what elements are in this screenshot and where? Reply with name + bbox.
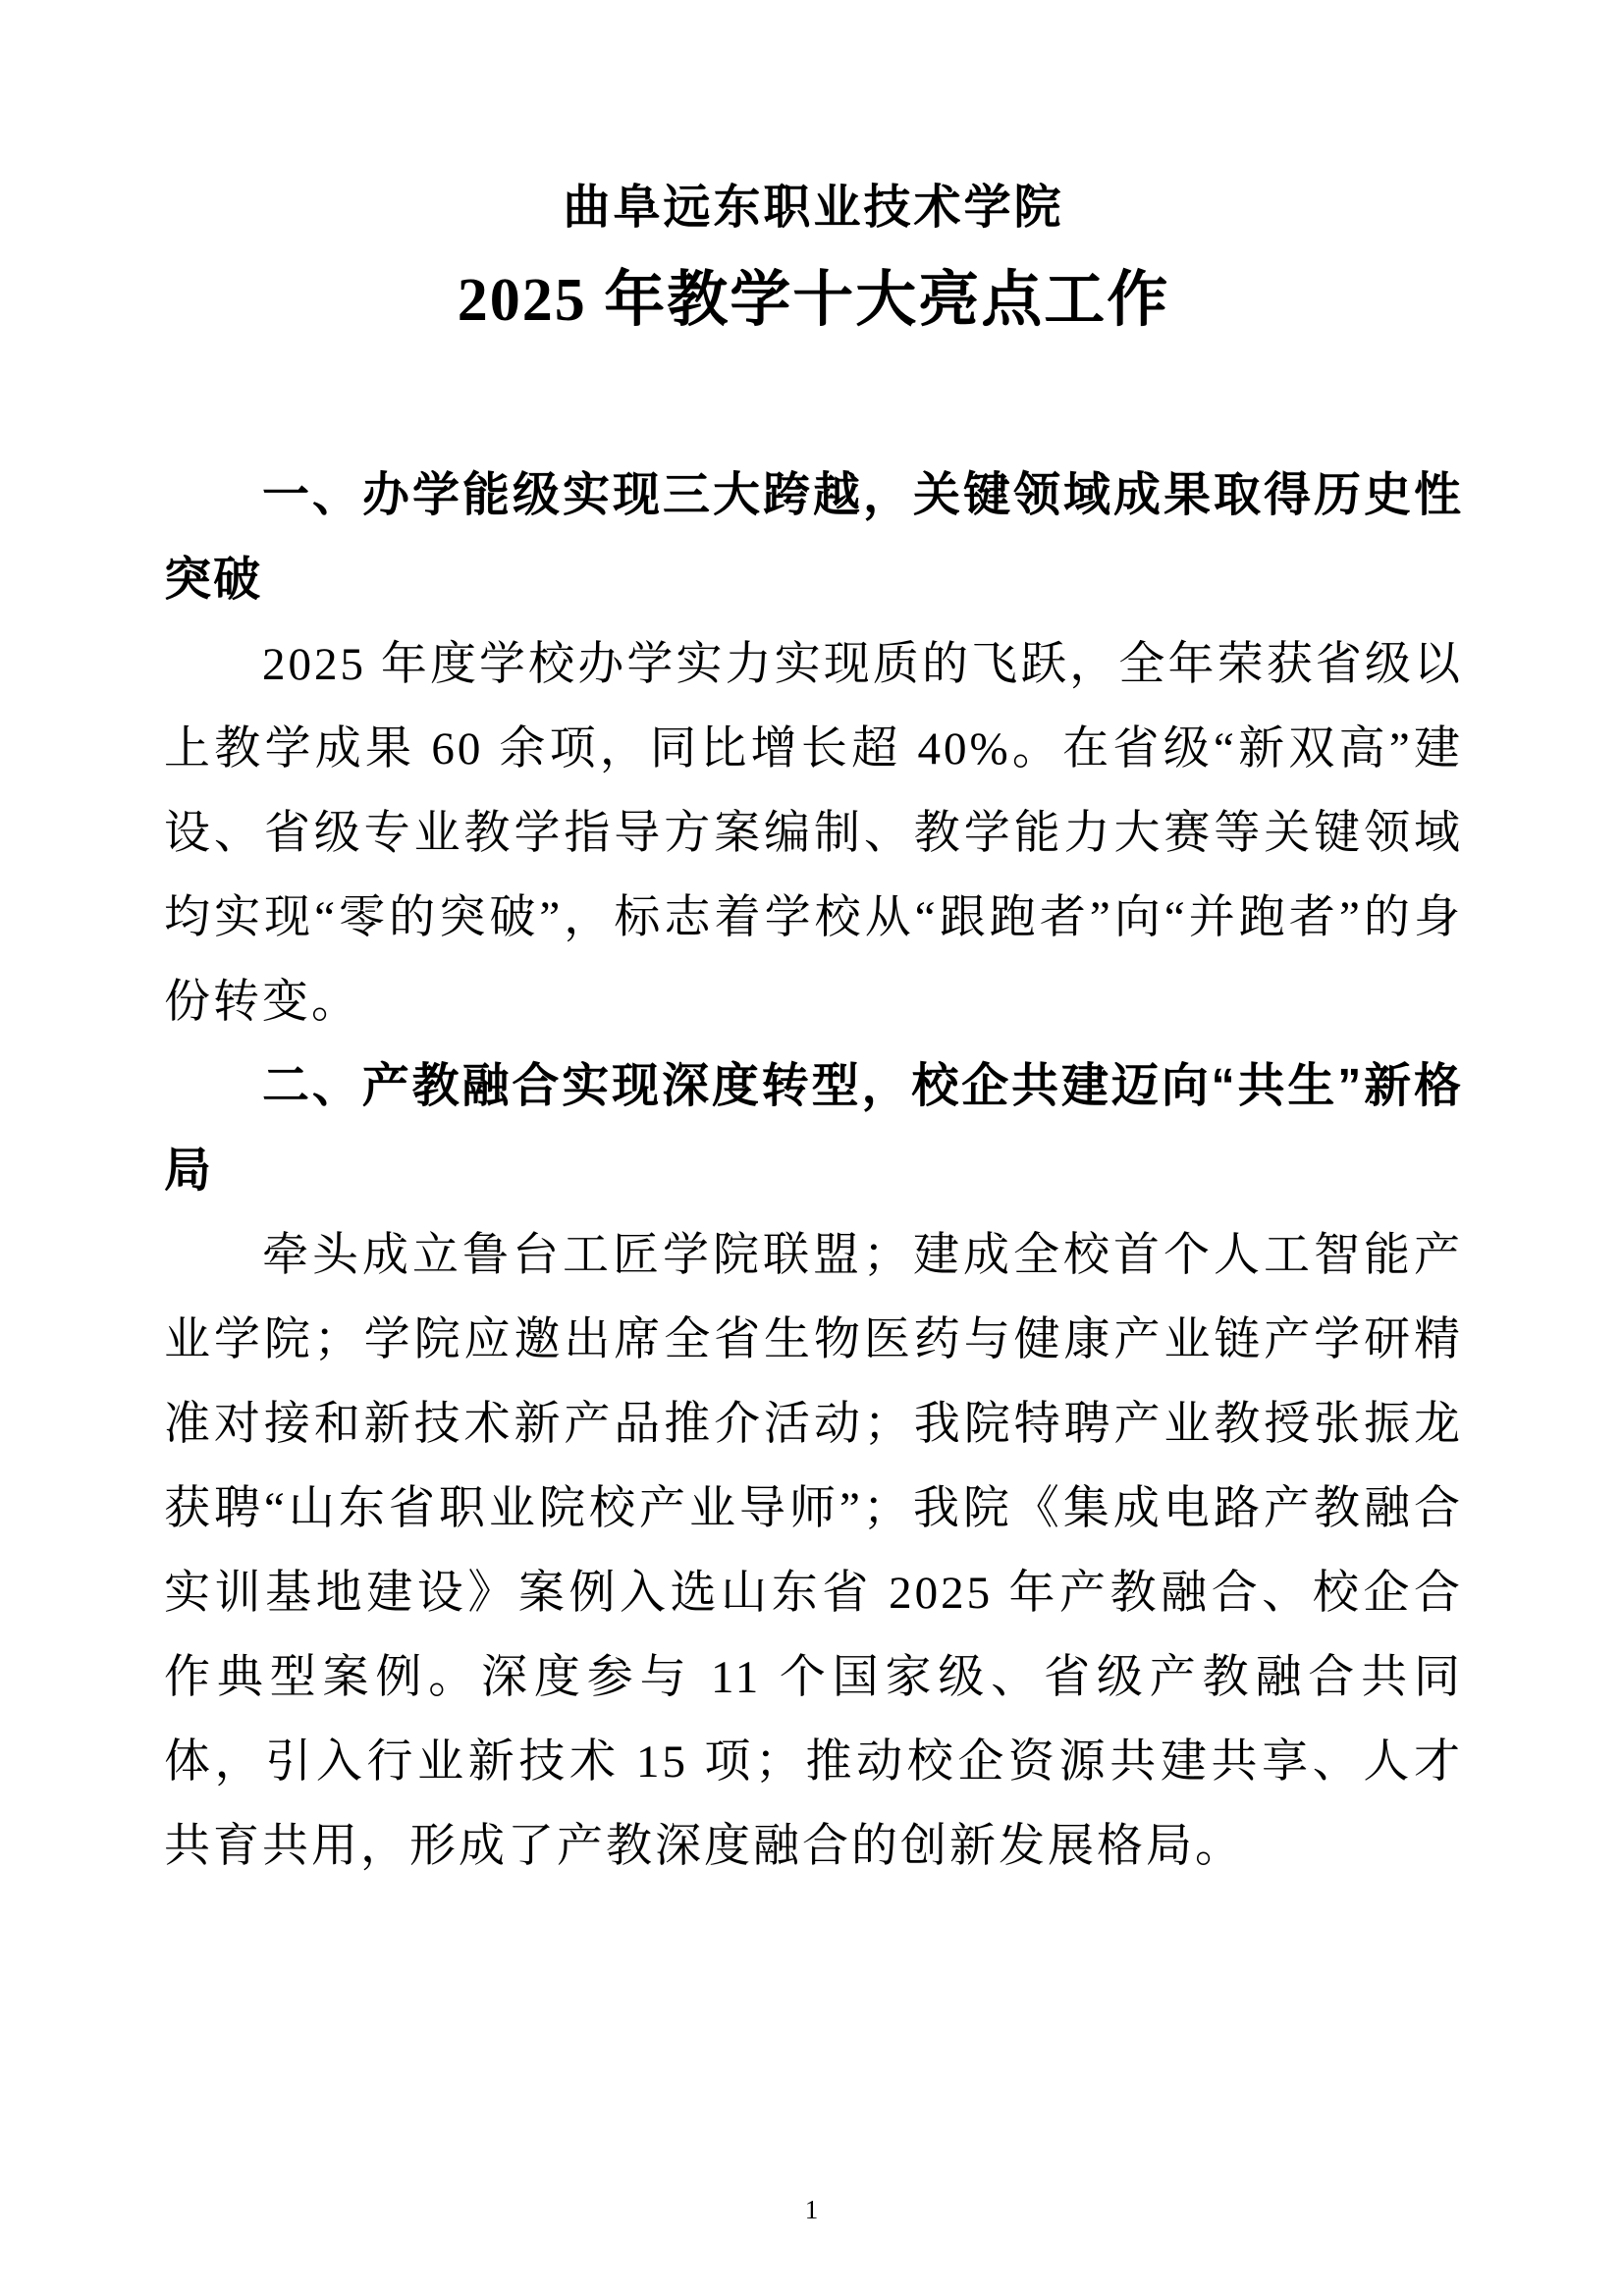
section-2-heading: 二、产教融合实现深度转型，校企共建迈向“共生”新格局 — [164, 1060, 1463, 1197]
page-number: 1 — [804, 2195, 819, 2224]
document-body — [164, 0, 1463, 1889]
section-2-paragraph-1: 牵头成立鲁台工匠学院联盟；建成全校首个人工智能产业学院；学院应邀出席全省生物医药与健康产业链产学研精准对接和新技术新产品推介活动；我院特聘产业教授张振龙获聘“山东省职业院校产业导师”；我院《集成电路产教融合实训基地建设》案例入选山东省 2025 年产教融合、校企合作典型案例。深度参与 11 个国家级、省级产教融合共同体，引入行业新技术 15 项；推动校企资源共建共享、人才共育共用，形成了产教深度融合的创新发展格局。 — [164, 1230, 1463, 1872]
section-1-paragraph-1: 2025 年度学校办学实力实现质的飞跃，全年荣获省级以上教学成果 60 余项，同比增长超 40%。在省级“新双高”建设、省级专业教学指导方案编制、教学能力大赛等关键领域均实现“零的突破”，标志着学校从“跟跑者”向“并跑者”的身份转变。 — [164, 639, 1463, 1028]
section-1-heading: 一、办学能级实现三大跨越，关键领域成果取得历史性突破 — [164, 469, 1463, 606]
document-title-line1: 曲阜远东职业技术学院 — [563, 182, 1064, 234]
document-title-line2: 2025 年教学十大亮点工作 — [457, 267, 1170, 334]
